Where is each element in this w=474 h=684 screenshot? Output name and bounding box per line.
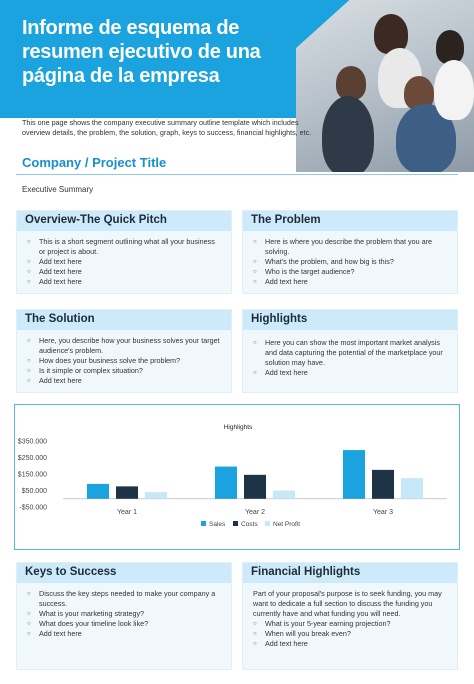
list-item: ○ Add text here: [39, 257, 221, 267]
solution-list: [17, 330, 231, 386]
list-item: ○ Add text here: [39, 376, 221, 386]
overview-title: Overview-The Quick Pitch: [17, 211, 231, 231]
list-item: ○ What's the problem, and how big is this?: [265, 257, 447, 267]
executive-summary-label: Executive Summary: [22, 185, 94, 194]
bar-sales: [215, 467, 237, 499]
keys-list: [17, 583, 231, 639]
list-item: ○ This is a short segment outlining what all your business or project is about.: [39, 237, 221, 257]
divider: [16, 174, 458, 175]
list-item: ○ Add text here: [265, 368, 447, 378]
list-item: ○ Add text here: [39, 629, 221, 639]
highlights-title: Highlights: [243, 310, 457, 330]
legend-label: Net Profit: [273, 521, 301, 528]
page-title: Informe de esquema de resumen ejecutivo de una página de la empresa: [22, 17, 261, 87]
bar-net-profit: [273, 491, 295, 499]
chart-title: Highlights: [223, 424, 253, 431]
keys-panel: [16, 562, 232, 670]
list-item: ○ When will you break even?: [265, 629, 447, 639]
chart-canvas: [15, 405, 461, 551]
financial-title: Financial Highlights: [243, 563, 457, 583]
problem-list: [243, 231, 457, 287]
legend-swatch: [265, 521, 270, 526]
bar-costs: [372, 470, 394, 499]
list-item: ○ Is it simple or complex situation?: [39, 366, 221, 376]
problem-panel: [242, 210, 458, 294]
financial-intro: Part of your proposal's purpose is to seek funding, you may want to dedicate a full section to discuss the funding you currently have and what funding you will need.: [253, 589, 442, 618]
legend-swatch: [201, 521, 206, 526]
keys-title: Keys to Success: [17, 563, 231, 583]
legend-label: Costs: [241, 521, 258, 528]
team-photo: [296, 0, 474, 172]
list-item: ○ Here, you describe how your business solves your target audience's problem.: [39, 336, 221, 356]
bar-sales: [343, 450, 365, 499]
overview-list: [17, 231, 231, 287]
list-item: ○ How does your business solve the problem?: [39, 356, 221, 366]
solution-panel: [16, 309, 232, 393]
bar-costs: [116, 486, 138, 498]
bar-costs: [244, 475, 266, 499]
financial-panel: [242, 562, 458, 670]
y-tick-label: $50.000: [21, 488, 47, 495]
list-item: ○ What is your 5-year earning projection?: [265, 619, 447, 629]
x-tick-label: Year 2: [245, 509, 265, 516]
overview-panel: [16, 210, 232, 294]
bar-net-profit: [145, 492, 167, 499]
y-tick-label: $250.000: [17, 455, 47, 462]
intro-text: This one page shows the company executive summary outline template which includes overview details, the problem, the solution, graph, keys to success, financial highlights, etc.: [22, 118, 312, 137]
company-title: Company / Project Title: [22, 155, 167, 170]
list-item: ○ Here you can show the most important market analysis and data capturing the potential of the marketplace your solution may have.: [265, 338, 447, 368]
highlights-list: [243, 330, 457, 378]
list-item: ○ Here is where you describe the problem that you are solving.: [265, 237, 447, 257]
list-item: ○ Add text here: [39, 267, 221, 277]
financial-list: [243, 619, 457, 649]
highlights-chart: [14, 404, 460, 550]
problem-title: The Problem: [243, 211, 457, 231]
y-tick-label: -$50.000: [19, 504, 47, 512]
highlights-panel: [242, 309, 458, 393]
list-item: ○ Add text here: [265, 639, 447, 649]
bar-sales: [87, 484, 109, 499]
list-item: ○ Discuss the key steps needed to make your company a success.: [39, 589, 221, 609]
list-item: ○ What does your timeline look like?: [39, 619, 221, 629]
y-tick-label: $350.000: [17, 438, 47, 446]
solution-title: The Solution: [17, 310, 231, 330]
x-tick-label: Year 1: [117, 509, 137, 516]
list-item: ○ Who is the target audience?: [265, 267, 447, 277]
list-item: ○ Add text here: [39, 277, 221, 287]
bar-net-profit: [401, 478, 423, 499]
x-tick-label: Year 3: [373, 509, 393, 516]
legend-label: Sales: [209, 521, 226, 528]
list-item: ○ What is your marketing strategy?: [39, 609, 221, 619]
y-tick-label: $150.000: [17, 471, 47, 479]
list-item: ○ Add text here: [265, 277, 447, 287]
legend-swatch: [233, 521, 238, 526]
